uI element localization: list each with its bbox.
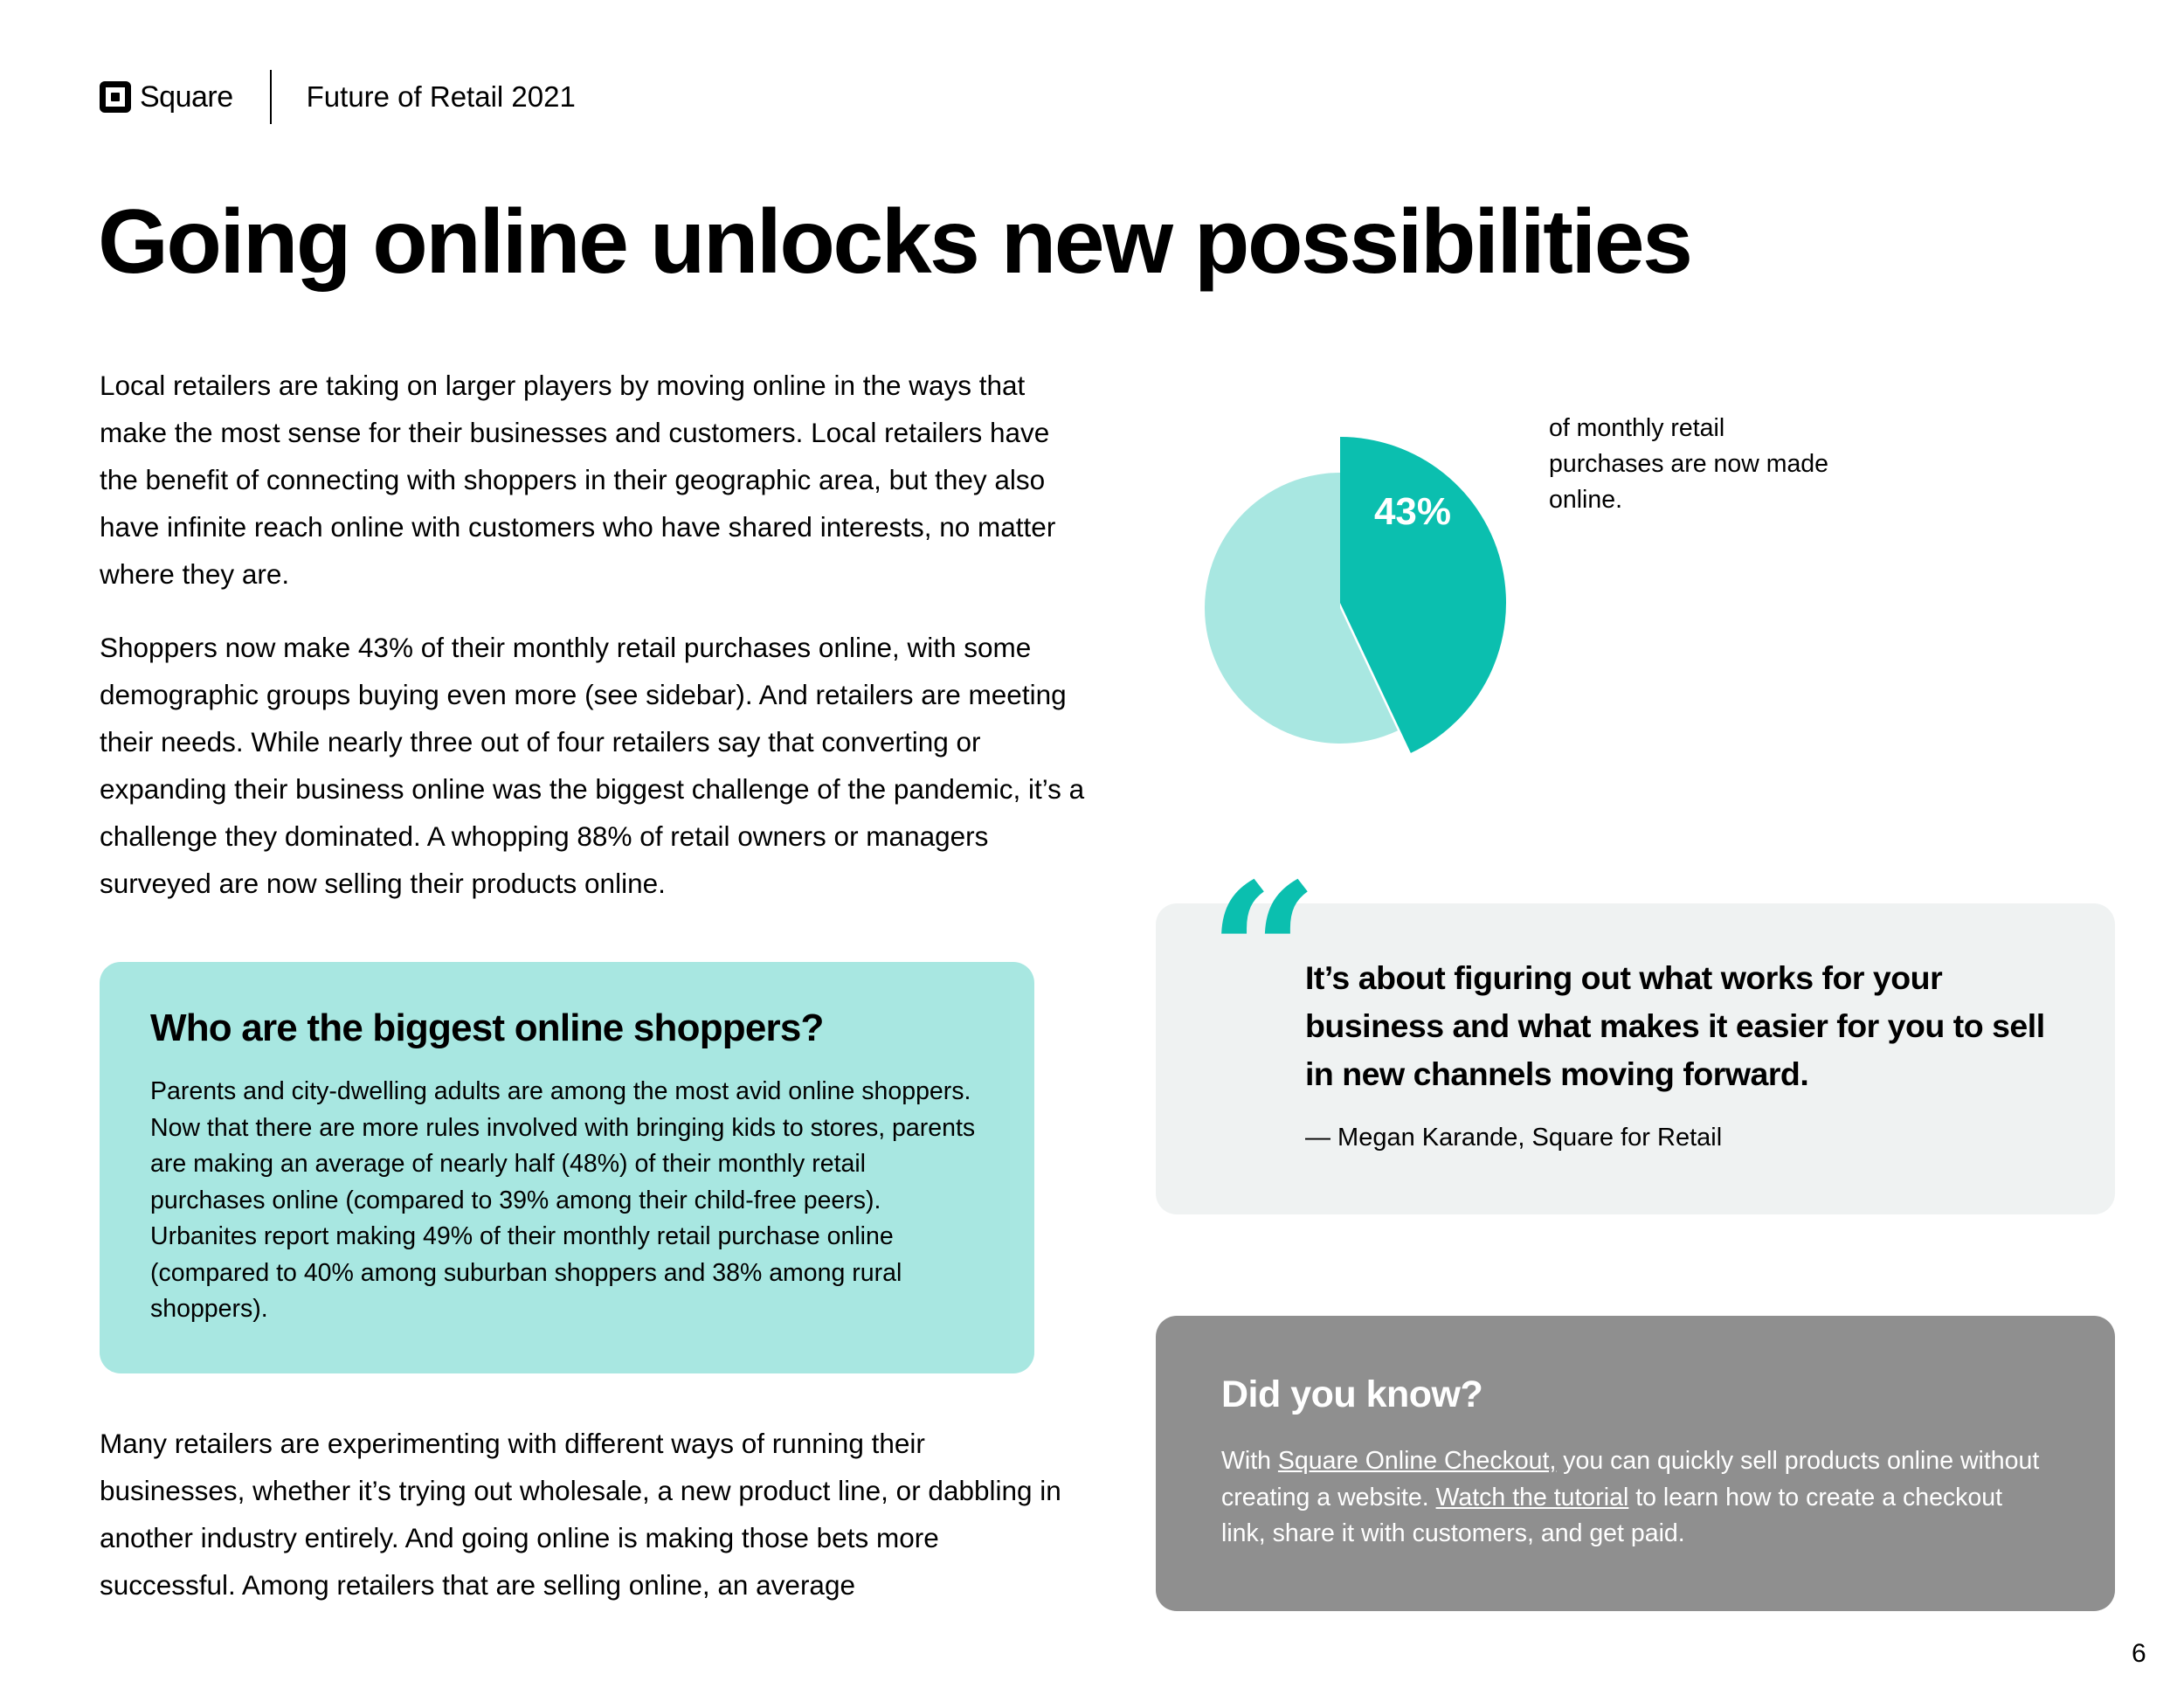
quote-text: It’s about figuring out what works for your business and what makes it easier for you to sell in new channels moving forward. [1305, 959, 2045, 1092]
quote-attribution: — Megan Karande, Square for Retail [1305, 1124, 1723, 1152]
square-online-checkout-link[interactable]: Square Online Checkout, [1277, 1447, 1557, 1475]
info-text-end: to learn how to create a checkout link, share it with customers, and get paid. [1221, 1483, 2003, 1547]
info-text-intro: With [1221, 1447, 1278, 1475]
square-logo-icon [100, 81, 131, 113]
info-text-middle: you can quickly sell products online without creating a website. [1221, 1447, 2040, 1512]
watch-tutorial-link[interactable]: Watch the tutorial [1435, 1483, 1629, 1512]
report-title: Future of Retail 2021 [306, 80, 576, 113]
did-you-know-box [1156, 1316, 2115, 1611]
stats-paragraph: Shoppers now make 43% of their monthly retail purchases online, with some demographic groups buying even more (see sidebar). And retailers are meeting their needs. While nearly three out of four retailers say that converting or expanding their business online was the biggest challenge of the pandemic, it’s a challenge they dominated. A whopping 88% of retail owners or managers surveyed are now selling their products online. [100, 632, 1085, 899]
info-heading: Did you know? [1221, 1373, 1483, 1415]
page-number: 6 [2132, 1639, 2146, 1668]
page-header [100, 70, 576, 124]
page-title: Going online unlocks new possibilities [98, 191, 1691, 293]
intro-paragraph: Local retailers are taking on larger players by moving online in the ways that make the most sense for their businesses and customers. Local retailers have the benefit of connecting with shoppers in their geographic area, but they also have infinite reach online with customers who have shared interests, no matter where they are. [100, 370, 1056, 590]
header-divider [270, 70, 272, 124]
online-purchases-pie-chart [1197, 411, 1546, 769]
online-shoppers-sidebar [100, 962, 1034, 1373]
pie-caption: of monthly retail purchases are now made online. [1549, 414, 1829, 514]
sidebar-heading: Who are the biggest online shoppers? [150, 1007, 824, 1049]
sidebar-text: Parents and city-dwelling adults are among the most avid online shoppers. Now that there are more rules involved with bringing kids to stores, parents are making an average of nearly half (48%) of their monthly retail purchases online (compared to 39% among their child-free peers). Urbanites report making 49% of their monthly retail purchase online (compared to 40% among suburban shoppers and 38% among rural shoppers). [150, 1077, 976, 1323]
experiment-paragraph: Many retailers are experimenting with different ways of running their businesses, whether it’s trying out wholesale, a new product line, or dabbling in another industry entirely. And going online is making those bets more successful. Among retailers that are selling online, an average [100, 1428, 1061, 1601]
brand-name: Square [140, 80, 233, 114]
quote-mark-icon: “ [1208, 841, 1319, 1067]
square-logo [100, 80, 233, 114]
pie-label: 43% [1373, 490, 1452, 533]
info-text [1221, 1443, 2049, 1553]
